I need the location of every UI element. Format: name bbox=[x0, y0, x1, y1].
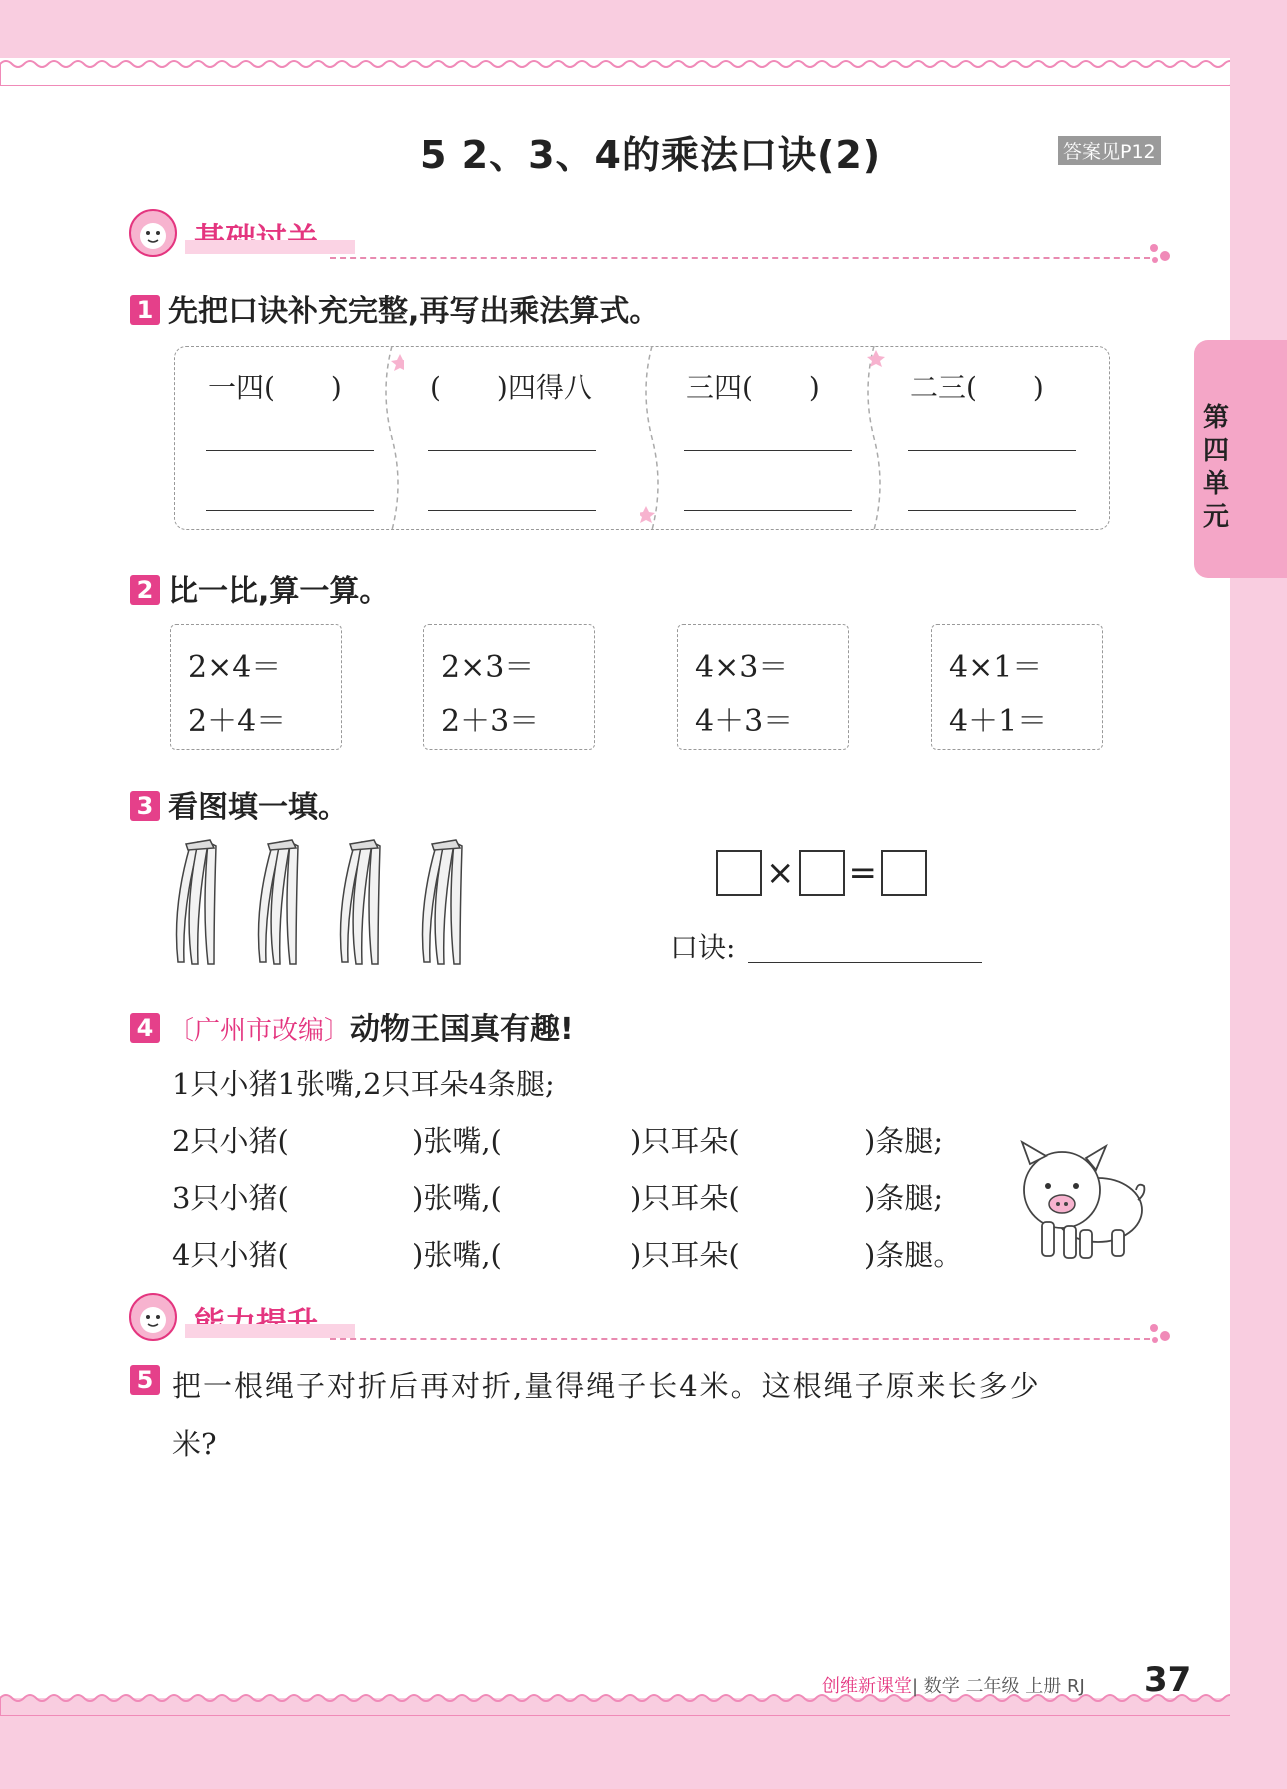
banana-bunches-illustration bbox=[168, 838, 478, 970]
answer-line[interactable] bbox=[206, 510, 374, 511]
question-4 bbox=[130, 1004, 574, 1048]
frame-wavy-divider bbox=[640, 346, 664, 530]
question-text: 看图填一填。 bbox=[168, 790, 348, 825]
q4-row-part: )只耳朵( bbox=[630, 1238, 740, 1272]
q4-example-line: 1只小猪1张嘴,2只耳朵4条腿; bbox=[172, 1067, 555, 1101]
equals-sign: = bbox=[848, 853, 877, 893]
question-text: 先把口诀补充完整,再写出乘法算式。 bbox=[168, 294, 660, 329]
q4-row-part: )条腿; bbox=[864, 1181, 944, 1215]
q4-row-part: )张嘴,( bbox=[412, 1181, 502, 1215]
koujue-answer-line[interactable] bbox=[748, 962, 982, 963]
frame-wavy-divider bbox=[862, 346, 886, 530]
q4-row-part: )只耳朵( bbox=[630, 1181, 740, 1215]
mascot-monkey-icon bbox=[128, 208, 178, 258]
question-5-line-1: 把一根绳子对折后再对折,量得绳子长4米。这根绳子原来长多少 bbox=[172, 1369, 1041, 1403]
add-expression: 2＋4＝ bbox=[188, 704, 287, 739]
q1-item-4: 二三( ) bbox=[910, 371, 1044, 404]
footer-brand: 创维新课堂 bbox=[822, 1676, 912, 1697]
q4-row-part: )只耳朵( bbox=[630, 1124, 740, 1158]
question-text: 动物王国真有趣! bbox=[350, 1012, 574, 1047]
question-number: 1 bbox=[130, 295, 160, 325]
q4-row-part: 4只小猪( bbox=[172, 1238, 289, 1272]
answer-line[interactable] bbox=[206, 450, 374, 451]
blank-box[interactable] bbox=[716, 850, 762, 896]
page-number: 37 bbox=[1144, 1660, 1192, 1700]
q4-row-part: )条腿。 bbox=[864, 1238, 963, 1272]
section-advanced-underlay bbox=[185, 1324, 355, 1338]
add-expression: 2＋3＝ bbox=[441, 704, 540, 739]
q4-row-part: )张嘴,( bbox=[412, 1124, 502, 1158]
q4-row-part: )张嘴,( bbox=[412, 1238, 502, 1272]
multiply-expression: 4×3＝ bbox=[695, 650, 789, 685]
question-5 bbox=[130, 1364, 168, 1399]
question-number: 5 bbox=[130, 1365, 160, 1395]
q1-item-2: ( )四得八 bbox=[430, 371, 592, 404]
q4-row-part: 3只小猪( bbox=[172, 1181, 289, 1215]
question-text: 比一比,算一算。 bbox=[168, 574, 390, 609]
blank-box[interactable] bbox=[881, 850, 927, 896]
multiply-expression: 2×4＝ bbox=[188, 650, 282, 685]
question-2 bbox=[130, 566, 389, 610]
answer-line[interactable] bbox=[428, 510, 596, 511]
frame-wavy-divider bbox=[380, 346, 404, 530]
footer-info bbox=[822, 1672, 1085, 1698]
question-1 bbox=[130, 286, 659, 330]
question-5-line-2: 米? bbox=[172, 1427, 217, 1461]
q4-row-part: 2只小猪( bbox=[172, 1124, 289, 1158]
q1-item-1: 一四( ) bbox=[208, 371, 342, 404]
answer-line[interactable] bbox=[908, 510, 1076, 511]
question-number: 3 bbox=[130, 791, 160, 821]
q4-row-part: )条腿; bbox=[864, 1124, 944, 1158]
answer-line[interactable] bbox=[684, 510, 852, 511]
section-advanced-divider bbox=[330, 1338, 1150, 1340]
question-3 bbox=[130, 782, 348, 826]
dots-decoration-icon bbox=[1148, 1322, 1172, 1346]
mascot-monkey-icon bbox=[128, 1292, 178, 1342]
answer-reference-badge: 答案见P12 bbox=[1058, 136, 1161, 165]
answer-line[interactable] bbox=[908, 450, 1076, 451]
add-expression: 4＋1＝ bbox=[949, 704, 1048, 739]
add-expression: 4＋3＝ bbox=[695, 704, 794, 739]
pig-illustration bbox=[1008, 1130, 1148, 1270]
question-source-tag: 〔广州市改编〕 bbox=[168, 1016, 351, 1046]
times-sign: × bbox=[766, 853, 795, 893]
unit-side-label: 第四单元 bbox=[1202, 403, 1229, 532]
section-basic-underlay bbox=[185, 240, 355, 254]
equation-row bbox=[716, 850, 927, 896]
multiply-expression: 2×3＝ bbox=[441, 650, 535, 685]
multiply-expression: 4×1＝ bbox=[949, 650, 1043, 685]
q1-item-3: 三四( ) bbox=[686, 371, 820, 404]
answer-line[interactable] bbox=[684, 450, 852, 451]
footer-book-info: | 数学 二年级 上册 RJ bbox=[912, 1676, 1085, 1697]
question-number: 2 bbox=[130, 575, 160, 605]
blank-box[interactable] bbox=[799, 850, 845, 896]
dots-decoration-icon bbox=[1148, 242, 1172, 266]
question-number: 4 bbox=[130, 1013, 160, 1043]
page-title: 5 2、3、4的乘法口诀(2) bbox=[420, 133, 882, 177]
koujue-label: 口诀: bbox=[670, 931, 736, 964]
answer-line[interactable] bbox=[428, 450, 596, 451]
wave-border-top bbox=[0, 50, 1230, 86]
section-basic-divider bbox=[330, 257, 1150, 259]
